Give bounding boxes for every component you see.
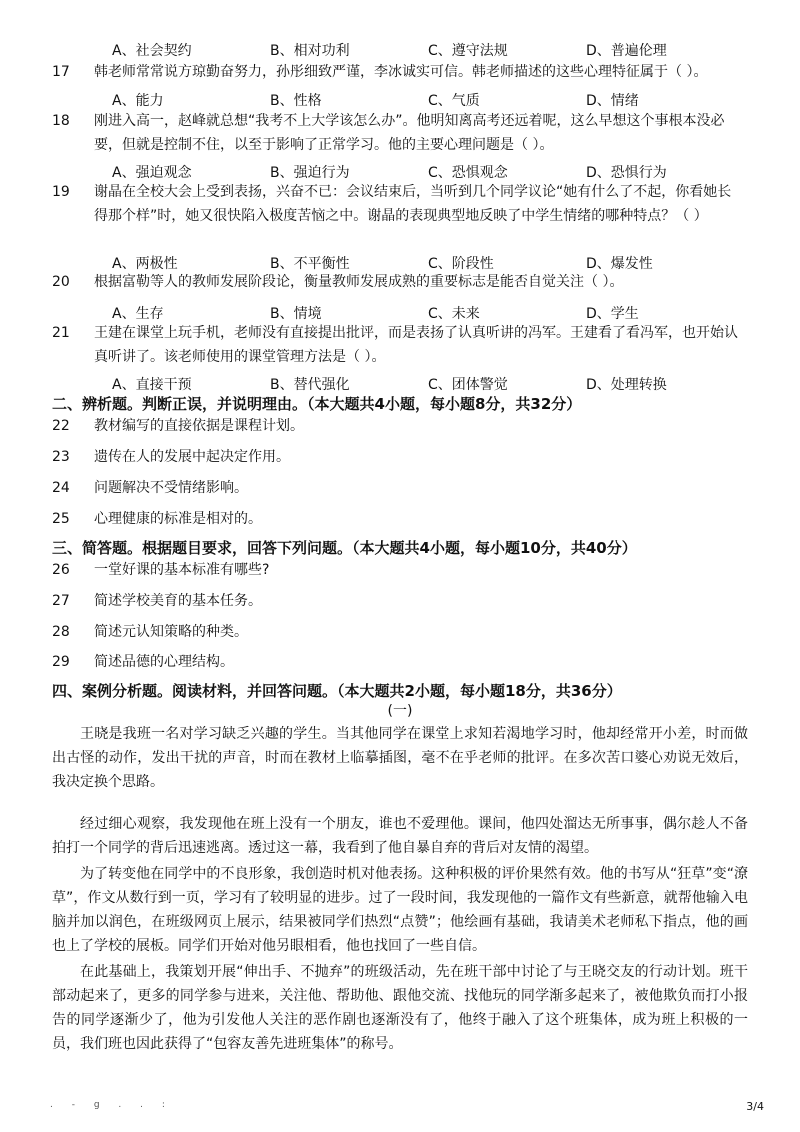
option: D、恐惧行为 bbox=[586, 165, 667, 181]
section-2-title: 二、辨析题。判断正误，并说明理由。（本大题共4小题，每小题8分，共32分） bbox=[52, 395, 582, 413]
option: D、学生 bbox=[586, 306, 639, 322]
question-text: 问题解决不受情绪影响。 bbox=[94, 480, 248, 496]
question-number: 17 bbox=[52, 64, 70, 80]
question-text: 刚进入高一，赵峰就总想“我考不上大学该怎么办”。他明知离高考还远着呢，这么早想这个事根本没必要，但就是控制不住，以至于影响了正常学习。他的主要心理问题是（ ）。 bbox=[94, 113, 725, 153]
question-17 bbox=[52, 60, 742, 84]
question-text: 一堂好课的基本标准有哪些? bbox=[94, 562, 270, 578]
question-text: 简述元认知策略的种类。 bbox=[94, 624, 248, 640]
q21-options bbox=[112, 374, 752, 394]
option: B、替代强化 bbox=[270, 377, 350, 393]
option: C、气质 bbox=[428, 93, 480, 109]
question-text: 心理健康的标准是相对的。 bbox=[94, 511, 262, 527]
question-number: 20 bbox=[52, 274, 70, 290]
case-paragraph: 经过细心观察，我发现他在班上没有一个朋友，谁也不爱理他。课间，他四处溜达无所事事，偶尔趁人不备拍打一个同学的背后迅速逃离。透过这一幕，我看到了他自暴自弃的背后对友情的渴望。 bbox=[52, 816, 748, 856]
case-paragraph: 在此基础上，我策划开展“伸出手、不抛弃”的班级活动，先在班干部中讨论了与王晓交友的行动计划。班干部动起来了，更多的同学参与进来，关注他、帮助他、跟他交流、找他玩的同学渐多起来了，被他欺负而打小报告的同学逐渐少了，他为引发他人关注的恶作剧也逐渐没有了，他终于融入了这个班集体，成为班上积极的一员，我们班也因此获得了“包容友善先进班集体”的称号。 bbox=[52, 964, 748, 1052]
question-number: 22 bbox=[52, 418, 70, 434]
question-21 bbox=[52, 321, 742, 369]
q17-options bbox=[112, 90, 752, 110]
q20-options bbox=[112, 303, 752, 323]
section-4-title: 四、案例分析题。阅读材料，并回答问题。（本大题共2小题，每小题18分，共36分） bbox=[52, 682, 622, 700]
question-number: 27 bbox=[52, 593, 70, 609]
case-subtitle: (一) bbox=[387, 703, 413, 719]
question-text: 简述学校美育的基本任务。 bbox=[94, 593, 262, 609]
option: C、团体警觉 bbox=[428, 377, 508, 393]
option: B、性格 bbox=[270, 93, 322, 109]
question-28 bbox=[52, 620, 742, 644]
option: B、情境 bbox=[270, 306, 322, 322]
question-20 bbox=[52, 270, 742, 294]
question-number: 28 bbox=[52, 624, 70, 640]
option: A、强迫观念 bbox=[112, 165, 192, 181]
case-paragraph: 王晓是我班一名对学习缺乏兴趣的学生。当其他同学在课堂上求知若渴地学习时，他却经常开小差，时而做出古怪的动作，发出干扰的声音，时而在教材上临摹插图，毫不在乎老师的批评。在多次苦口婆心劝说无效后，我决定换个思路。 bbox=[52, 726, 748, 790]
footer-marks: . - g . . : bbox=[50, 1100, 173, 1110]
question-number: 19 bbox=[52, 184, 70, 200]
question-number: 24 bbox=[52, 480, 70, 496]
option: C、阶段性 bbox=[428, 256, 494, 272]
option: B、相对功利 bbox=[270, 43, 350, 59]
option: C、恐惧观念 bbox=[428, 165, 508, 181]
question-26 bbox=[52, 558, 742, 582]
option: A、两极性 bbox=[112, 256, 178, 272]
q18-options bbox=[112, 162, 752, 182]
question-18 bbox=[52, 109, 742, 157]
question-text: 谢晶在全校大会上受到表扬，兴奋不已：会议结束后，当听到几个同学议论“她有什么了不起，你看她长得那个样”时，她又很快陷入极度苦恼之中。谢晶的表现典型地反映了中学生情绪的哪种特点？（ ） bbox=[94, 184, 732, 224]
question-number: 18 bbox=[52, 113, 70, 129]
question-19 bbox=[52, 180, 742, 228]
question-number: 26 bbox=[52, 562, 70, 578]
case-paragraph: 为了转变他在同学中的不良形象，我创造时机对他表扬。这种积极的评价果然有效。他的书写从“狂草”变“潦草”，作文从数行到一页，学习有了较明显的进步。过了一段时间，我发现他的一篇作文有些新意，就帮他输入电脑并加以润色，在班级网页上展示，结果被同学们热烈“点赞”；他绘画有基础，我请美术老师私下指点，他的画也上了学校的展板。同学们开始对他另眼相看，他也找回了一些自信。 bbox=[52, 866, 748, 954]
option: D、爆发性 bbox=[586, 256, 653, 272]
option: C、遵守法规 bbox=[428, 43, 508, 59]
question-24 bbox=[52, 476, 742, 500]
question-23 bbox=[52, 445, 742, 469]
option: D、普遍伦理 bbox=[586, 43, 667, 59]
q16-options bbox=[112, 40, 752, 60]
question-text: 根据富勒等人的教师发展阶段论，衡量教师发展成熟的重要标志是能否自觉关注（ ）。 bbox=[94, 274, 624, 290]
question-number: 23 bbox=[52, 449, 70, 465]
question-text: 韩老师常常说方琼勤奋努力，孙彤细致严谨，李冰诚实可信。韩老师描述的这些心理特征属于（ ）。 bbox=[94, 64, 708, 80]
page-number: 3/4 bbox=[746, 1100, 764, 1113]
option: B、强迫行为 bbox=[270, 165, 350, 181]
option: D、情绪 bbox=[586, 93, 639, 109]
option: A、能力 bbox=[112, 93, 164, 109]
option: D、处理转换 bbox=[586, 377, 667, 393]
option: A、社会契约 bbox=[112, 43, 192, 59]
option: A、直接干预 bbox=[112, 377, 192, 393]
section-3-title: 三、简答题。根据题目要求，回答下列问题。（本大题共4小题，每小题10分，共40分） bbox=[52, 539, 637, 557]
option: C、未来 bbox=[428, 306, 480, 322]
question-25 bbox=[52, 507, 742, 531]
option: B、不平衡性 bbox=[270, 256, 350, 272]
option: A、生存 bbox=[112, 306, 164, 322]
question-29 bbox=[52, 650, 742, 674]
question-number: 21 bbox=[52, 325, 70, 341]
question-number: 25 bbox=[52, 511, 70, 527]
question-text: 遗传在人的发展中起决定作用。 bbox=[94, 449, 290, 465]
question-22 bbox=[52, 414, 742, 438]
question-27 bbox=[52, 589, 742, 613]
question-number: 29 bbox=[52, 654, 70, 670]
question-text: 教材编写的直接依据是课程计划。 bbox=[94, 418, 304, 434]
question-text: 简述品德的心理结构。 bbox=[94, 654, 234, 670]
question-text: 王建在课堂上玩手机，老师没有直接提出批评，而是表扬了认真听讲的冯军。王建看了看冯军，也开始认真听讲了。该老师使用的课堂管理方法是（ ）。 bbox=[94, 325, 738, 365]
